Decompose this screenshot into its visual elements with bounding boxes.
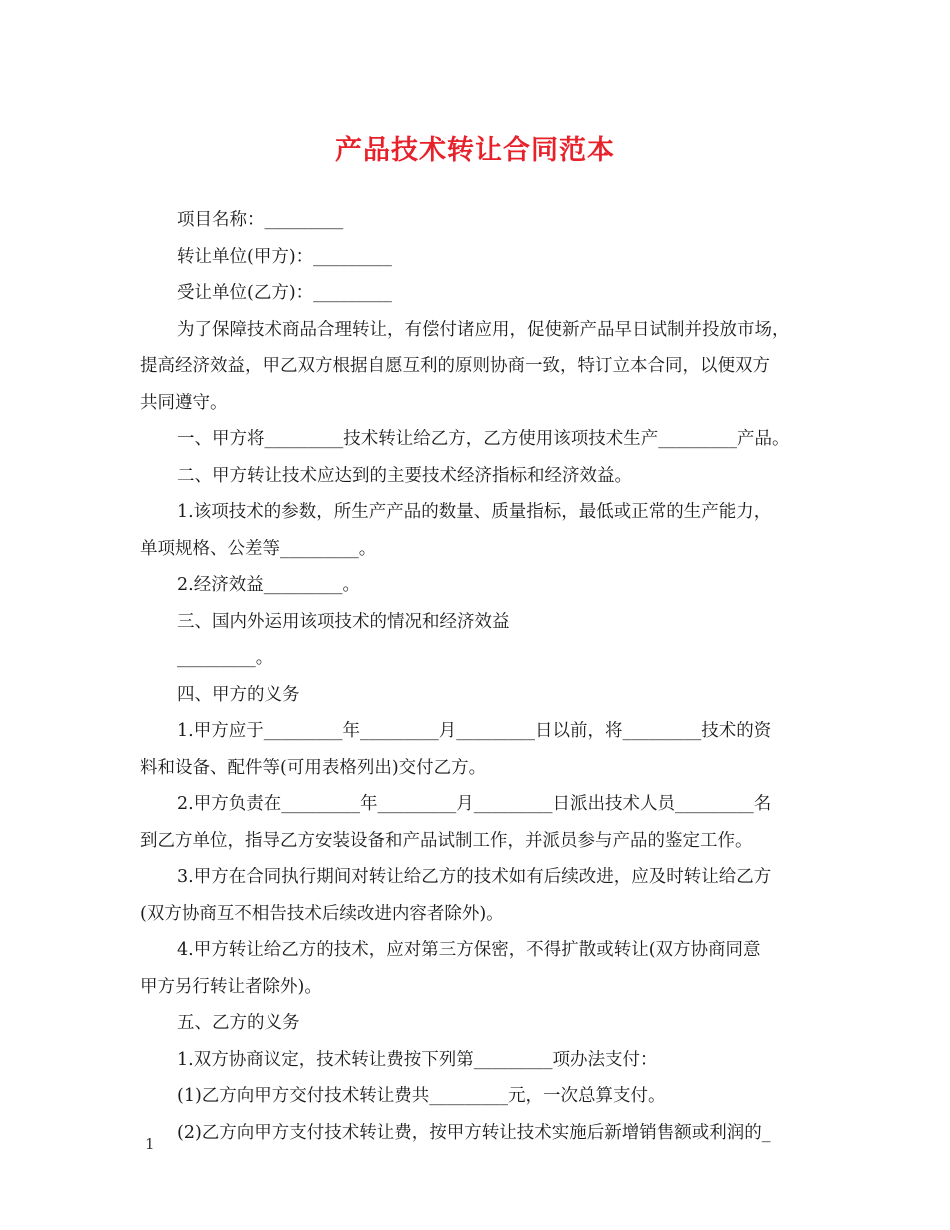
document-line: 到乙方单位，指导乙方安装设备和产品试制工作，并派员参与产品的鉴定工作。 <box>140 830 753 851</box>
document-line: 2.经济效益_________。 <box>177 575 360 595</box>
document-line: 三、国内外运用该项技术的情况和经济效益 <box>177 611 510 632</box>
page-number: 1 <box>145 1135 155 1153</box>
document-line: 提高经济效益，甲乙双方根据自愿互利的原则协商一致，特订立本合同，以便双方 <box>140 356 770 376</box>
document-line: 4.甲方转让给乙方的技术，应对第三方保密，不得扩散或转让(双方协商同意 <box>177 940 761 960</box>
document-line: 受让单位(乙方)：_________ <box>177 283 392 303</box>
document-line: 为了保障技术商品合理转让，有偿付诸应用，促使新产品早日试制并投放市场， <box>177 319 790 340</box>
document-line: 二、甲方转让技术应达到的主要技术经济指标和经济效益。 <box>177 465 632 486</box>
document-line: 3.甲方在合同执行期间对转让给乙方的技术如有后续改进，应及时转让给乙方 <box>177 867 772 887</box>
document-line: 共同遵守。 <box>140 392 228 413</box>
document-line: 五、乙方的义务 <box>177 1013 300 1033</box>
document-title: 产品技术转让合同范本 <box>335 135 615 166</box>
document-body <box>140 202 830 1151</box>
document-line: 1.双方协商议定，技术转让费按下列第_________项办法支付： <box>177 1049 658 1070</box>
document-line: (1)乙方向甲方交付技术转让费共_________元，一次总算支付。 <box>177 1086 666 1106</box>
document-line: 转让单位(甲方)：_________ <box>177 246 392 267</box>
document-line: 甲方另行转让者除外)。 <box>140 976 322 997</box>
document-line: 1.该项技术的参数，所生产产品的数量、质量指标，最低或正常的生产能力， <box>177 502 772 522</box>
document-line: (2)乙方向甲方支付技术转让费，按甲方转让技术实施后新增销售额或利润的_ <box>177 1122 771 1143</box>
document-line: 一、甲方将_________技术转让给乙方，乙方使用该项技术生产_________产品。 <box>177 429 790 449</box>
document-line: 2.甲方负责在_________年_________月_________日派出技术人员_________名 <box>177 794 772 814</box>
document-line: 四、甲方的义务 <box>177 684 300 705</box>
document-line: 1.甲方应于_________年_________月_________日以前，将_________技术的资 <box>177 721 772 741</box>
document-line: (双方协商互不相告技术后续改进内容者除外)。 <box>140 903 504 924</box>
document-line: _________。 <box>177 648 274 668</box>
document-line: 项目名称：_________ <box>177 210 344 230</box>
document-line: 料和设备、配件等(可用表格列出)交付乙方。 <box>140 757 487 778</box>
document-line: 单项规格、公差等_________。 <box>140 538 377 559</box>
